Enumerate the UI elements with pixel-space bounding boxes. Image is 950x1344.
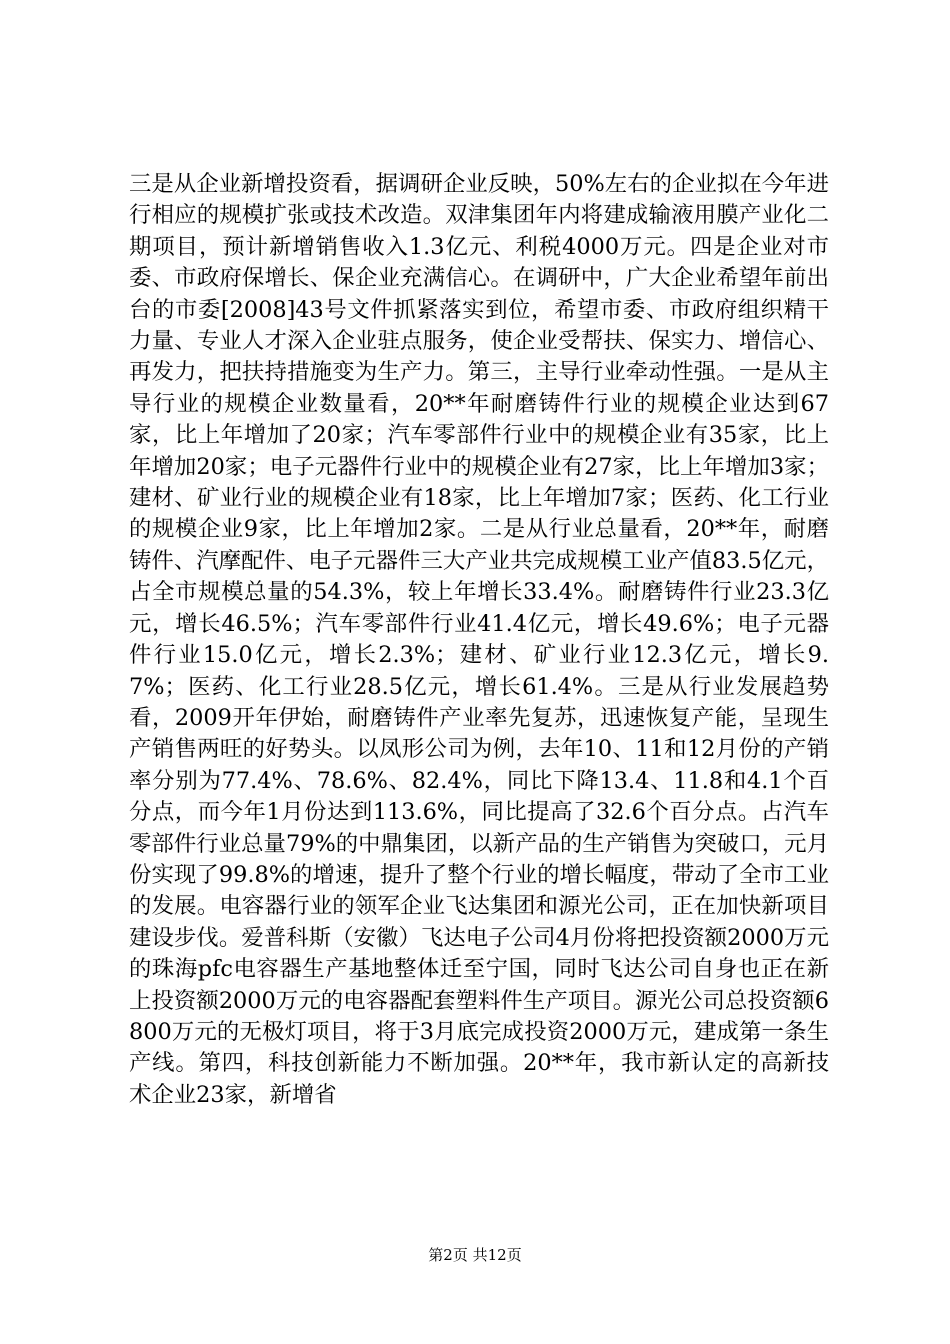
body-paragraph: 三是从企业新增投资看，据调研企业反映，50%左右的企业拟在今年进行相应的规模扩张或技术改造。双津集团年内将建成输液用膜产业化二期项目，预计新增销售收入1.3亿元、利税4000万元。四是企业对市委、市政府保增长、保企业充满信心。在调研中，广大企业希望年前出台的市委[2008]43号文件抓紧落实到位，希望市委、市政府组织精干力量、专业人才深入企业驻点服务，使企业受帮扶、保实力、增信心、再发力，把扶持措施变为生产力。第三，主导行业牵动性强。一是从主导行业的规模企业数量看，20**年耐磨铸件行业的规模企业达到67家，比上年增加了20家；汽车零部件行业中的规模企业有35家，比上年增加20家；电子元器件行业中的规模企业有27家，比上年增加3家；建材、矿业行业的规模企业有18家，比上年增加7家；医药、化工行业的规模企业9家，比上年增加2家。二是从行业总量看，20**年，耐磨铸件、汽摩配件、电子元器件三大产业共完成规模工业产值83.5亿元，占全市规模总量的54.3%，较上年增长33.4%。耐磨铸件行业23.3亿元，增长46.5%；汽车零部件行业41.4亿元，增长49.6%；电子元器件行业15.0亿元，增长2.3%；建材、矿业行业12.3亿元，增长9.7%；医药、化工行业28.5亿元，增长61.4%。三是从行业发展趋势看，2009开年伊始，耐磨铸件产业率先复苏，迅速恢复产能，呈现生产销售两旺的好势头。以凤形公司为例，去年10、11和12月份的产销率分别为77.4%、78.6%、82.4%，同比下降13.4、11.8和4.1个百分点，而今年1月份达到113.6%，同比提高了32.6个百分点。占汽车零部件行业总量79%的中鼎集团，以新产品的生产销售为突破口，元月份实现了99.8%的增速，提升了整个行业的增长幅度，带动了全市工业的发展。电容器行业的领军企业飞达集团和源光公司，正在加快新项目建设步伐。爱普科斯（安徽）飞达电子公司4月份将把投资额2000万元的珠海pfc电容器生产基地整体迁至宁国，同时飞达公司自身也正在新上投资额2000万元的电容器配套塑料件生产项目。源光公司总投资额6800万元的无极灯项目，将于3月底完成投资2000万元，建成第一条生产线。第四，科技创新能力不断加强。20**年，我市新认定的高新技术企业23家，新增省 (129, 171, 829, 1108)
page-number-footer: 第2页 共12页 (428, 1246, 522, 1264)
